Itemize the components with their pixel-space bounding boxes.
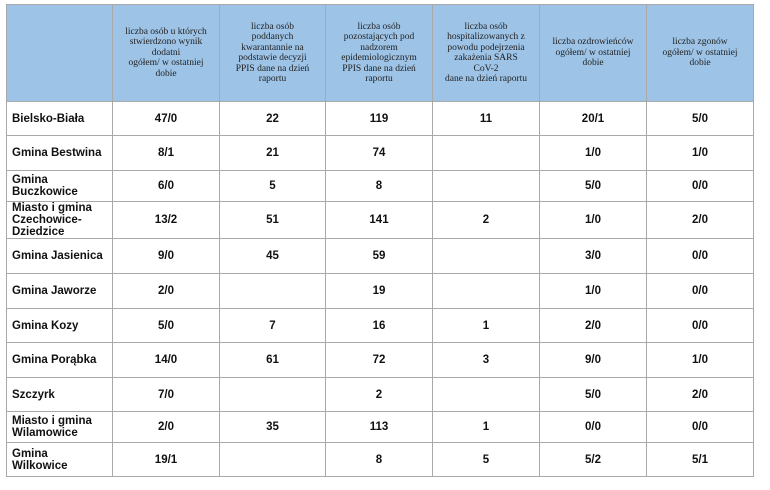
positive-cell: 2/0: [113, 274, 220, 309]
covid-statistics-table: [6, 4, 754, 477]
hospitalized-cell: 11: [433, 102, 540, 136]
surveillance-cell: 141: [326, 202, 433, 239]
recovered-cell: 1/0: [540, 274, 647, 309]
positive-cell: 13/2: [113, 202, 220, 239]
table-row: [7, 309, 754, 343]
positive-cell: 2/0: [113, 412, 220, 443]
municipality-name: Szczyrk: [7, 378, 113, 412]
deaths-cell: 0/0: [647, 309, 754, 343]
hospitalized-cell: 5: [433, 443, 540, 477]
table-row: [7, 136, 754, 171]
deaths-cell: 1/0: [647, 343, 754, 378]
header-cell-quarantine: liczba osób poddanych kwarantannie na podstawie decyzji PPIS dane na dzień raportu: [220, 5, 326, 102]
hospitalized-cell: 3: [433, 343, 540, 378]
municipality-name: Gmina Wilkowice: [7, 443, 113, 477]
header-cell-surveillance: liczba osób pozostających pod nadzorem epidemiologicznym PPIS dane na dzień raportu: [326, 5, 433, 102]
table-row: [7, 102, 754, 136]
surveillance-cell: 74: [326, 136, 433, 171]
hospitalized-cell: [433, 171, 540, 202]
municipality-name: Gmina Buczkowice: [7, 171, 113, 202]
quarantine-cell: 21: [220, 136, 326, 171]
municipality-name: Gmina Jasienica: [7, 239, 113, 274]
deaths-cell: 2/0: [647, 378, 754, 412]
recovered-cell: 1/0: [540, 136, 647, 171]
municipality-name: Miasto i gmina Wilamowice: [7, 412, 113, 443]
positive-cell: 19/1: [113, 443, 220, 477]
surveillance-cell: 8: [326, 443, 433, 477]
positive-cell: 9/0: [113, 239, 220, 274]
deaths-cell: 5/0: [647, 102, 754, 136]
recovered-cell: 5/0: [540, 171, 647, 202]
recovered-cell: 5/0: [540, 378, 647, 412]
deaths-cell: 1/0: [647, 136, 754, 171]
surveillance-cell: 119: [326, 102, 433, 136]
surveillance-cell: 16: [326, 309, 433, 343]
hospitalized-cell: 1: [433, 412, 540, 443]
recovered-cell: 20/1: [540, 102, 647, 136]
deaths-cell: 2/0: [647, 202, 754, 239]
header-cell-hospitalized: liczba osób hospitalizowanych z powodu podejrzenia zakażenia SARS CoV-2 dane na dzień raportu: [433, 5, 540, 102]
hospitalized-cell: [433, 274, 540, 309]
quarantine-cell: 5: [220, 171, 326, 202]
header-cell-positive: liczba osób u których stwierdzono wynik dodatni ogółem/ w ostatniej dobie: [113, 5, 220, 102]
header-cell-recovered: liczba ozdrowieńców ogółem/ w ostatniej dobie: [540, 5, 647, 102]
table-row: [7, 443, 754, 477]
quarantine-cell: [220, 443, 326, 477]
surveillance-cell: 19: [326, 274, 433, 309]
municipality-name: Gmina Jaworze: [7, 274, 113, 309]
recovered-cell: 5/2: [540, 443, 647, 477]
surveillance-cell: 72: [326, 343, 433, 378]
recovered-cell: 3/0: [540, 239, 647, 274]
municipality-name: Gmina Bestwina: [7, 136, 113, 171]
table-row: [7, 239, 754, 274]
surveillance-cell: 113: [326, 412, 433, 443]
municipality-name: Gmina Kozy: [7, 309, 113, 343]
quarantine-cell: [220, 378, 326, 412]
table-row: [7, 343, 754, 378]
recovered-cell: 1/0: [540, 202, 647, 239]
municipality-name: Gmina Porąbka: [7, 343, 113, 378]
deaths-cell: 0/0: [647, 171, 754, 202]
quarantine-cell: [220, 274, 326, 309]
hospitalized-cell: [433, 239, 540, 274]
table-row: [7, 202, 754, 239]
positive-cell: 5/0: [113, 309, 220, 343]
positive-cell: 8/1: [113, 136, 220, 171]
table-row: [7, 412, 754, 443]
quarantine-cell: 51: [220, 202, 326, 239]
table-row: [7, 274, 754, 309]
municipality-name: Bielsko-Biała: [7, 102, 113, 136]
quarantine-cell: 7: [220, 309, 326, 343]
quarantine-cell: 45: [220, 239, 326, 274]
deaths-cell: 0/0: [647, 274, 754, 309]
recovered-cell: 9/0: [540, 343, 647, 378]
table-row: [7, 171, 754, 202]
deaths-cell: 0/0: [647, 412, 754, 443]
table-row: [7, 378, 754, 412]
surveillance-cell: 2: [326, 378, 433, 412]
quarantine-cell: 35: [220, 412, 326, 443]
recovered-cell: 2/0: [540, 309, 647, 343]
positive-cell: 47/0: [113, 102, 220, 136]
municipality-name: Miasto i gmina Czechowice- Dziedzice: [7, 202, 113, 239]
quarantine-cell: 22: [220, 102, 326, 136]
header-cell-deaths: liczba zgonów ogółem/ w ostatniej dobie: [647, 5, 754, 102]
surveillance-cell: 59: [326, 239, 433, 274]
hospitalized-cell: 2: [433, 202, 540, 239]
surveillance-cell: 8: [326, 171, 433, 202]
deaths-cell: 0/0: [647, 239, 754, 274]
hospitalized-cell: 1: [433, 309, 540, 343]
header-cell-corner: [7, 5, 113, 102]
quarantine-cell: 61: [220, 343, 326, 378]
positive-cell: 7/0: [113, 378, 220, 412]
table-header-row: [7, 5, 754, 102]
positive-cell: 6/0: [113, 171, 220, 202]
hospitalized-cell: [433, 136, 540, 171]
deaths-cell: 5/1: [647, 443, 754, 477]
hospitalized-cell: [433, 378, 540, 412]
recovered-cell: 0/0: [540, 412, 647, 443]
positive-cell: 14/0: [113, 343, 220, 378]
